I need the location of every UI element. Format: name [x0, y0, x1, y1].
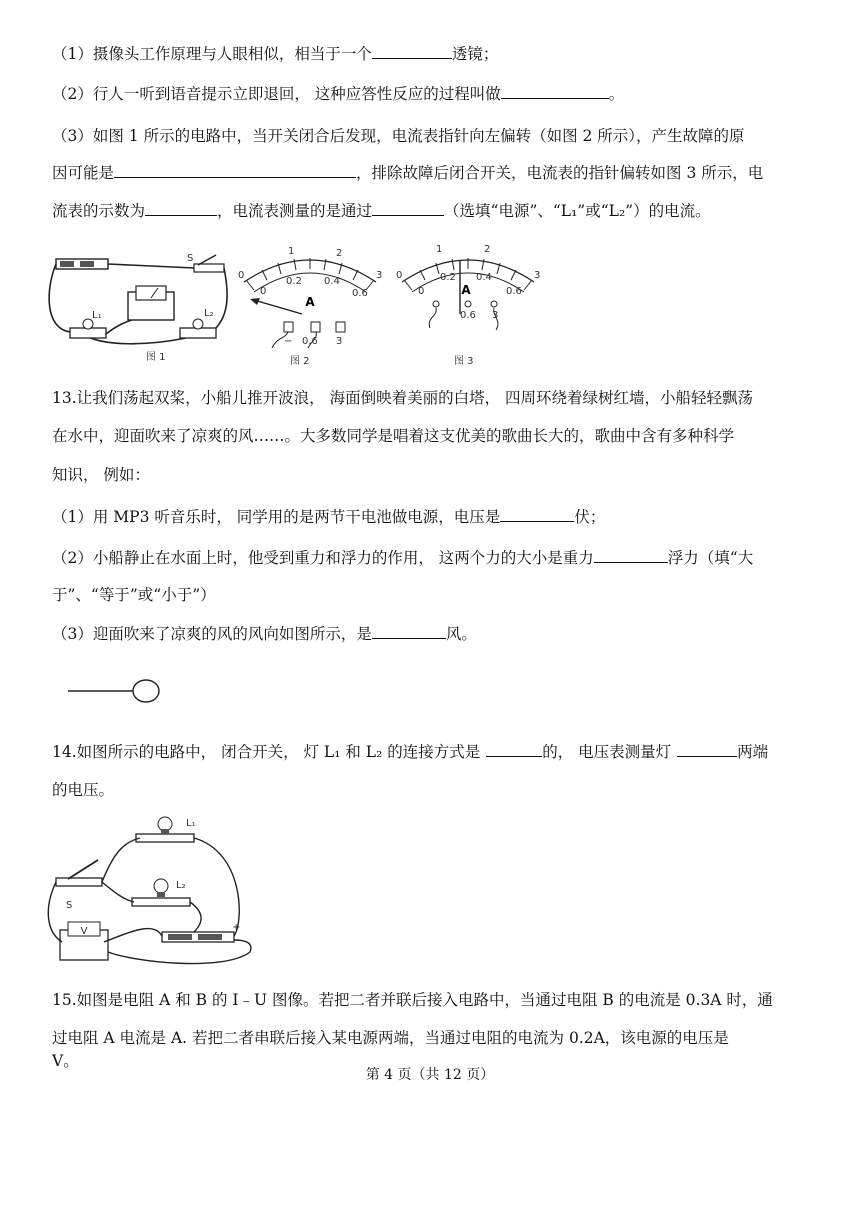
svg-text:L₁: L₁	[92, 310, 102, 321]
svg-text:0.4: 0.4	[476, 272, 492, 283]
q12-blank2[interactable]	[501, 83, 609, 100]
svg-text:S: S	[187, 253, 194, 264]
q13-part2-line2: 于”、“等于”或“小于”）	[52, 586, 216, 604]
q12-blank1[interactable]	[372, 43, 452, 60]
q12-part2: （2）行人一听到语音提示立即退回， 这种应答性反应的过程叫做 。	[52, 82, 624, 104]
svg-text:L₁: L₁	[186, 818, 196, 829]
svg-text:0.4: 0.4	[324, 276, 340, 287]
q13-part1: （1）用 MP3 听音乐时， 同学用的是两节干电池做电源，电压是 伏；	[52, 505, 605, 527]
svg-text:A: A	[305, 295, 315, 309]
q15-stem-line2: 过电阻 A 电流是 A. 若把二者串联后接入某电源两端，当通过电阻的电流为 0.2A，该电源的电压是	[52, 1029, 729, 1047]
svg-text:图 1: 图 1	[146, 352, 166, 363]
lamp1-icon	[136, 834, 194, 842]
q12-part1: （1）摄像头工作原理与人眼相似，相当于一个 透镜；	[52, 42, 498, 64]
q13-blank2[interactable]	[594, 547, 668, 564]
q12-part3-line3: 流表的示数为 ，电流表测量的是通过 （选填“电源”、“L₁”或“L₂”）的电流。	[52, 199, 711, 221]
q14-blank1[interactable]	[486, 741, 542, 758]
svg-text:0.2: 0.2	[286, 276, 302, 287]
q14-circuit-figure	[44, 812, 254, 972]
q13-blank3[interactable]	[372, 623, 446, 640]
q12-blank3[interactable]	[114, 162, 356, 179]
svg-text:2: 2	[336, 248, 343, 259]
q13-part2-line1: （2）小船静止在水面上时，他受到重力和浮力的作用， 这两个力的大小是重力 浮力（填“大	[52, 546, 753, 568]
svg-text:0.6: 0.6	[506, 286, 522, 297]
svg-text:0.6: 0.6	[352, 288, 368, 299]
q13-part3: （3）迎面吹来了凉爽的风的风向如图所示，是 风。	[52, 622, 477, 644]
wind-direction-figure	[66, 676, 166, 706]
svg-text:0.2: 0.2	[440, 272, 456, 283]
figure2-ammeter	[232, 240, 388, 368]
q13-stem-line1: 13.让我们荡起双桨，小船儿推开波浪， 海面倒映着美丽的白塔， 四周环绕着绿树红墙，小船轻轻飘荡	[52, 389, 754, 407]
svg-text:L₂: L₂	[176, 880, 186, 891]
q13-stem-line3: 知识， 例如：	[52, 466, 150, 484]
svg-text:0: 0	[418, 286, 425, 297]
q12-part3-line1: （3）如图 1 所示的电路中，当开关闭合后发现，电流表指针向左偏转（如图 2 所示），产生故障的原	[52, 127, 745, 145]
svg-text:图 2: 图 2	[290, 356, 310, 367]
svg-text:图 3: 图 3	[454, 356, 474, 367]
svg-text:−: −	[284, 336, 293, 347]
switch-icon	[56, 878, 102, 886]
svg-text:0: 0	[238, 270, 245, 281]
figure3-ammeter	[390, 240, 546, 368]
svg-text:3: 3	[376, 270, 383, 281]
svg-text:V: V	[80, 926, 88, 937]
svg-text:1: 1	[288, 246, 295, 257]
needle	[254, 300, 302, 314]
q13-stem-line2: 在水中，迎面吹来了凉爽的风……。大多数同学是唱着这支优美的歌曲长大的，歌曲中含有多种科学	[52, 427, 735, 445]
svg-text:S: S	[66, 900, 73, 911]
svg-text:2: 2	[484, 244, 491, 255]
svg-text:+: +	[232, 922, 241, 933]
q15-stem-line3: V。	[52, 1052, 79, 1070]
svg-text:0.6: 0.6	[302, 336, 318, 347]
q12-part3-line2: 因可能是 ，排除故障后闭合开关，电流表的指针偏转如图 3 所示，电	[52, 161, 763, 183]
q12-blank4[interactable]	[145, 200, 217, 217]
lamp2-icon	[132, 898, 190, 906]
svg-text:1: 1	[436, 244, 443, 255]
svg-text:3: 3	[492, 310, 499, 321]
svg-text:0: 0	[260, 286, 267, 297]
svg-text:L₂: L₂	[204, 308, 214, 319]
q12-blank5[interactable]	[372, 200, 444, 217]
svg-text:3: 3	[336, 336, 343, 347]
svg-text:3: 3	[534, 270, 541, 281]
svg-text:0: 0	[396, 270, 403, 281]
figure1-circuit	[46, 248, 232, 366]
q14-stem-line1: 14.如图所示的电路中， 闭合开关， 灯 L₁ 和 L₂ 的连接方式是 的， 电压表测量灯 两端	[52, 740, 768, 762]
page-footer: 第 4 页（共 12 页）	[365, 1067, 495, 1083]
svg-text:A: A	[461, 283, 471, 297]
q14-stem-line2: 的电压。	[52, 781, 115, 799]
q14-blank2[interactable]	[677, 741, 737, 758]
q13-blank1[interactable]	[500, 506, 574, 523]
svg-text:0.6: 0.6	[460, 310, 476, 321]
q15-stem-line1: 15.如图是电阻 A 和 B 的 I﹣U 图像。若把二者并联后接入电路中，当通过电阻 B 的电流是 0.3A 时，通	[52, 991, 773, 1009]
